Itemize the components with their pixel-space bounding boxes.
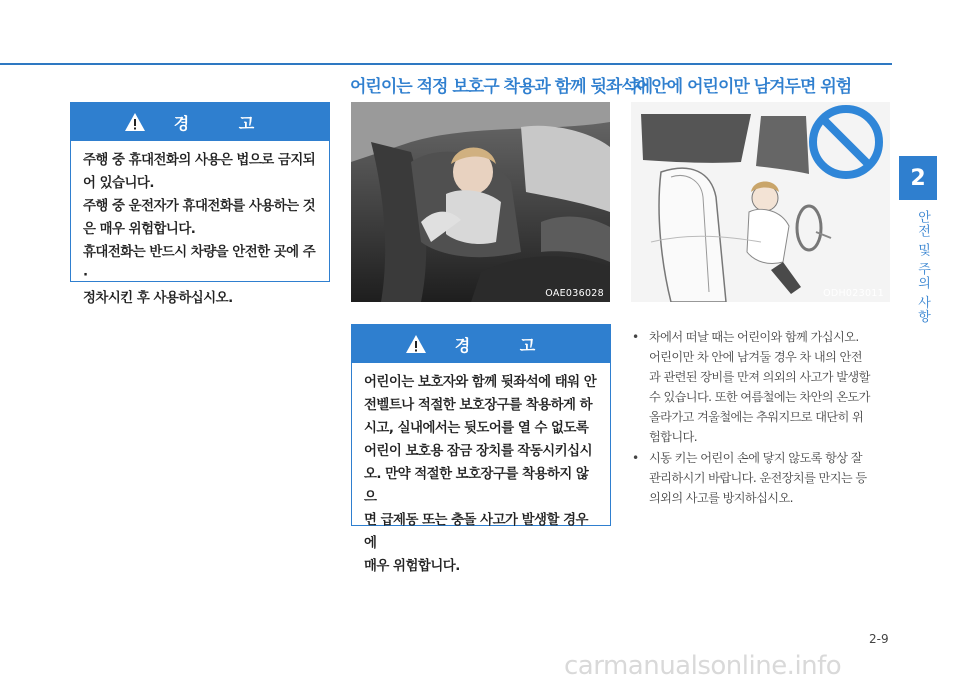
section-title-child-left-alone: 차 안에 어린이만 남겨두면 위험 (631, 77, 852, 97)
warning-line: 은 매우 위험합니다. (83, 222, 196, 237)
warning-line: 휴대전화는 반드시 차량을 안전한 곳에 주· (83, 245, 316, 283)
warning-line: 주행 중 운전자가 휴대전화를 사용하는 것 (83, 199, 316, 214)
warning-line: 전벨트나 적절한 보호장구를 착용하게 하 (364, 398, 593, 413)
bullet-line: 차에서 떠날 때는 어린이와 함께 가십시오. (649, 330, 859, 344)
warning-title: 경 고 (173, 113, 277, 133)
warning-line: 오. 만약 적절한 보호장구를 착용하지 않으 (364, 467, 589, 505)
warning-text (352, 363, 610, 586)
chapter-title: 안전 및 주의 사항 (915, 210, 930, 324)
warning-triangle-icon (405, 334, 427, 354)
bullet-line: 관리하시기 바랍니다. 운전장치를 만지는 등 (649, 471, 867, 485)
warning-line: 어 있습니다. (83, 176, 154, 191)
safety-bullet-list (621, 327, 893, 509)
section-title-child-rear-seat: 어린이는 적정 보호구 착용과 함께 뒷좌석에 (350, 77, 653, 97)
bullet-line: 수 있습니다. 또한 여름철에는 차안의 온도가 (649, 390, 870, 404)
warning-line: 어린이 보호용 잠금 장치를 작동시키십시 (364, 444, 593, 459)
child-seat-photo (351, 102, 610, 302)
bullet-line: 과 관련된 장비를 만져 의외의 사고가 발생할 (649, 370, 870, 384)
warning-line: 시고, 실내에서는 뒷도어를 열 수 없도록 (364, 421, 589, 436)
warning-line: 어린이는 보호자와 함께 뒷좌석에 태워 안 (364, 375, 597, 390)
chapter-number: 2 (910, 165, 926, 191)
left-warning-box (70, 102, 330, 306)
bullet-line: 어린이만 차 안에 남겨둘 경우 차 내의 안전 (649, 350, 862, 364)
warning-line: 면 급제동 또는 충돌 사고가 발생할 경우에 (364, 513, 588, 551)
child-alone-illustration-frame (631, 102, 890, 302)
child-seat-illustration (351, 102, 610, 302)
warning-text (71, 141, 329, 318)
photo-code: ODH023011 (823, 288, 884, 299)
bullet-line: 험합니다. (649, 430, 697, 444)
warning-triangle-icon (124, 112, 146, 132)
child-alone-illustration (631, 102, 890, 302)
warning-line: 정차시킨 후 사용하십시오. (83, 291, 233, 306)
warning-line: 매우 위험합니다. (364, 559, 460, 574)
bullet-line: 올라가고 겨울철에는 추워지므로 대단히 위 (649, 410, 864, 424)
warning-header (352, 325, 610, 363)
warning-header (71, 103, 329, 141)
bullet-line: 시동 키는 어린이 손에 닿지 않도록 항상 잘 (649, 451, 862, 465)
warning-title: 경 고 (454, 335, 558, 355)
page-number: 2-9 (869, 632, 889, 646)
bullet-line: 의외의 사고를 방지하십시오. (649, 491, 793, 505)
chapter-tab[interactable] (899, 156, 937, 200)
list-item: • 차에서 떠날 때는 어린이와 함께 가십시오. 어린이만 차 안에 남겨둘 경우 차 내의 안전 과 관련된 장비를 만져 의외의 사고가 발생할 수 있습니다. 또한 여름철에는 차안의 온도가 올라가고 겨울철에는 추워지므로 대단히 위 험합니다. (621, 327, 893, 447)
middle-warning-box (351, 324, 611, 574)
watermark: carmanualsonline.info (564, 651, 842, 681)
list-item: • 시동 키는 어린이 손에 닿지 않도록 항상 잘 관리하시기 바랍니다. 운전장치를 만지는 등 의외의 사고를 방지하십시오. (621, 448, 893, 508)
top-rule (0, 63, 892, 65)
warning-line: 주행 중 휴대전화의 사용은 법으로 금지되 (83, 153, 316, 168)
photo-code: OAE036028 (545, 288, 604, 299)
